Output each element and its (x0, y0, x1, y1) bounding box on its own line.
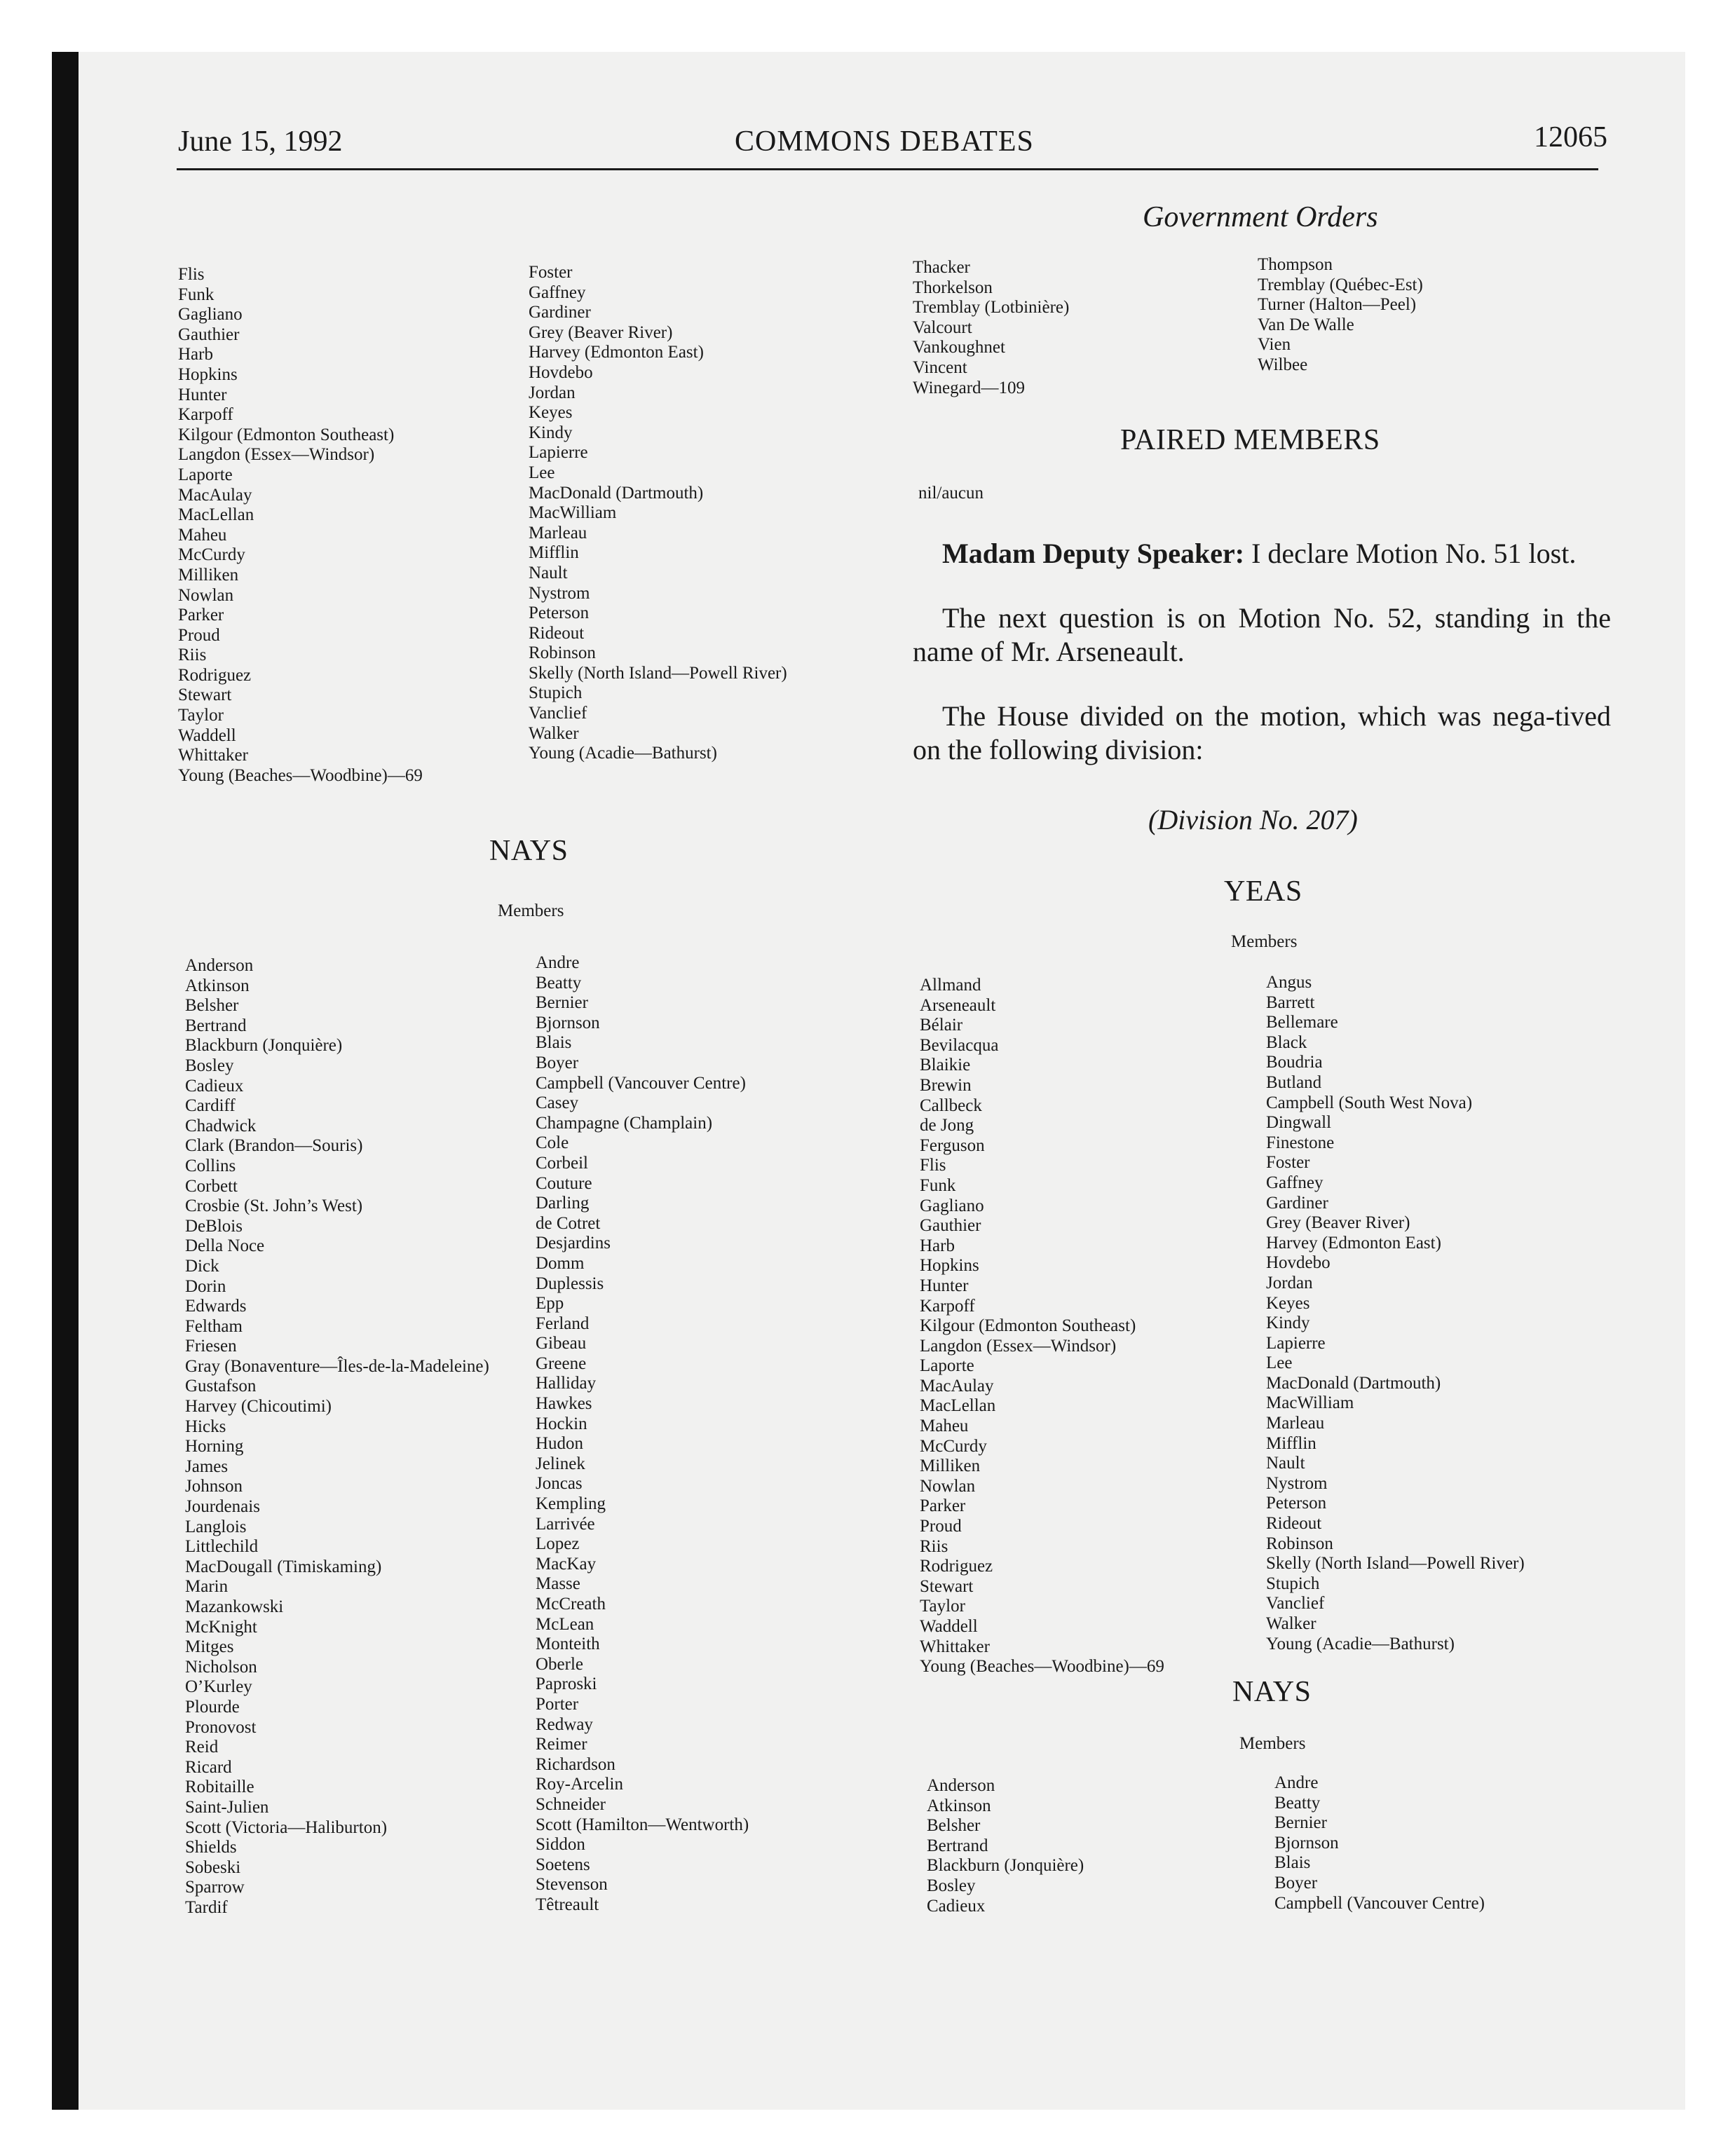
member-name: Flis (920, 1156, 946, 1175)
member-name: MacDonald (Dartmouth) (1266, 1373, 1441, 1393)
member-name: Marleau (529, 523, 587, 543)
member-name: Peterson (1266, 1494, 1327, 1513)
member-name: McLean (536, 1614, 594, 1634)
member-name: Brewin (920, 1075, 972, 1095)
member-name: Stupich (1266, 1574, 1320, 1593)
binding-edge (52, 52, 79, 2110)
member-name: Clark (Brandon—Souris) (185, 1136, 363, 1156)
deputy-speaker-statement (913, 537, 1611, 571)
member-name: Collins (185, 1156, 236, 1175)
member-name: Laporte (178, 465, 233, 484)
member-name: Rideout (1266, 1514, 1322, 1534)
member-name: Riis (920, 1536, 948, 1556)
member-name: Stewart (920, 1576, 974, 1596)
right-nays-members-subheading: Members (1239, 1734, 1306, 1753)
member-name: Oberle (536, 1654, 584, 1674)
right-nays-heading: NAYS (1232, 1676, 1312, 1708)
member-name: Hovdebo (529, 362, 593, 382)
member-name: Taylor (920, 1597, 965, 1616)
member-name: Anderson (185, 956, 254, 975)
member-name: Siddon (536, 1835, 585, 1855)
member-name: Waddell (178, 725, 236, 745)
member-name: Whittaker (178, 746, 248, 765)
member-name: Butland (1266, 1072, 1322, 1092)
member-name: Funk (920, 1175, 956, 1195)
member-name: Belsher (185, 996, 239, 1016)
member-name: Skelly (North Island—Powell River) (1266, 1554, 1525, 1574)
member-name: Keyes (1266, 1293, 1310, 1313)
member-name: Allmand (920, 976, 981, 995)
member-name: Shields (185, 1838, 237, 1857)
left-nays-heading: NAYS (489, 835, 569, 867)
member-name: Atkinson (927, 1796, 991, 1815)
member-name: MacAulay (920, 1376, 994, 1396)
member-name: Gardiner (529, 303, 591, 322)
member-name: Mifflin (529, 543, 579, 563)
member-name: Cole (536, 1133, 569, 1153)
member-name: MacLellan (920, 1396, 996, 1416)
member-name: Arseneault (920, 995, 996, 1015)
member-name: Nystrom (529, 583, 590, 603)
member-name: Gagliano (920, 1196, 984, 1215)
member-name: Barrett (1266, 992, 1315, 1012)
member-name: MacAulay (178, 485, 252, 505)
member-name: Ferguson (920, 1135, 985, 1155)
member-name: MacDonald (Dartmouth) (529, 483, 704, 503)
member-name: Black (1266, 1032, 1307, 1052)
member-name: Young (Beaches—Woodbine)—69 (178, 765, 423, 785)
member-name: Blais (536, 1033, 572, 1053)
member-name: Blackburn (Jonquière) (185, 1036, 343, 1056)
left-yeas-continued-column-2 (529, 263, 787, 764)
member-name: O’Kurley (185, 1677, 252, 1697)
member-name: Jordan (1266, 1273, 1313, 1292)
member-name: Darling (536, 1194, 590, 1213)
member-name: Harb (178, 345, 213, 364)
member-name: Hunter (178, 385, 227, 404)
member-name: Angus (1266, 973, 1312, 992)
speaker-statement-text: I declare Motion No. 51 lost. (1244, 538, 1577, 569)
member-name: Atkinson (185, 976, 250, 995)
left-nays-column-1 (185, 956, 489, 1918)
member-name: Blackburn (Jonquière) (927, 1856, 1084, 1876)
member-name: Joncas (536, 1474, 583, 1494)
member-name: Jourdenais (185, 1497, 260, 1517)
member-name: Masse (536, 1574, 580, 1594)
member-name: Walker (1266, 1614, 1316, 1633)
member-name: Kindy (529, 423, 573, 442)
member-name: Gagliano (178, 305, 243, 325)
left-nays-column-2 (536, 953, 749, 1916)
member-name: Têtreault (536, 1895, 599, 1914)
member-name: Proud (920, 1517, 962, 1536)
member-name: Duplessis (536, 1274, 604, 1293)
member-name: McKnight (185, 1617, 257, 1637)
speaker-label: Madam Deputy Speaker: (942, 538, 1245, 569)
member-name: Peterson (529, 603, 590, 623)
member-name: Halliday (536, 1374, 597, 1393)
member-name: Tremblay (Lotbinière) (913, 298, 1070, 318)
next-question-paragraph: The next question is on Motion No. 52, standing in the name of Mr. Arseneault. (913, 602, 1611, 667)
member-name: Mazankowski (185, 1597, 284, 1616)
section-label: Government Orders (1143, 201, 1378, 233)
member-name: Soetens (536, 1855, 590, 1874)
member-name: Hopkins (920, 1256, 979, 1276)
member-name: Hockin (536, 1414, 587, 1433)
member-name: Dick (185, 1256, 219, 1276)
member-name: Ferland (536, 1314, 590, 1333)
member-name: Epp (536, 1294, 564, 1314)
member-name: Flis (178, 265, 205, 284)
member-name: Bevilacqua (920, 1035, 999, 1055)
member-name: Cadieux (185, 1076, 244, 1096)
member-name: Thompson (1258, 255, 1333, 274)
member-name: Roy-Arcelin (536, 1775, 623, 1794)
member-name: Sobeski (185, 1857, 241, 1877)
member-name: Keyes (529, 403, 573, 423)
member-name: Vien (1258, 335, 1291, 355)
member-name: de Cotret (536, 1213, 601, 1233)
member-name: Langlois (185, 1517, 247, 1536)
member-name: Milliken (920, 1456, 981, 1476)
member-name: Young (Acadie—Bathurst) (529, 744, 717, 763)
member-name: Grey (Beaver River) (529, 322, 673, 342)
member-name: Maheu (178, 525, 227, 545)
member-name: Bjornson (1274, 1833, 1339, 1853)
member-name: Monteith (536, 1635, 600, 1654)
member-name: Proud (178, 625, 220, 645)
member-name: Young (Acadie—Bathurst) (1266, 1634, 1455, 1653)
member-name: James (185, 1456, 229, 1476)
member-name: Jelinek (536, 1454, 585, 1473)
member-name: Pronovost (185, 1717, 257, 1737)
header-page-number: 12065 (1534, 121, 1607, 153)
member-name: Stewart (178, 685, 232, 705)
paired-members-value: nil/aucun (918, 484, 984, 503)
member-name: Hudon (536, 1434, 584, 1454)
member-name: Valcourt (913, 318, 972, 337)
member-name: DeBlois (185, 1216, 243, 1236)
member-name: Dingwall (1266, 1113, 1332, 1133)
member-name: Gardiner (1266, 1193, 1328, 1213)
member-name: Corbett (185, 1176, 238, 1196)
member-name: Greene (536, 1353, 587, 1373)
member-name: Nault (1266, 1454, 1305, 1473)
member-name: Blaikie (920, 1056, 971, 1075)
member-name: Corbeil (536, 1153, 588, 1173)
right-yeas-column-2 (1266, 973, 1525, 1654)
member-name: Chadwick (185, 1116, 257, 1135)
member-name: Hunter (920, 1276, 969, 1295)
member-name: Vincent (913, 357, 967, 377)
member-name: MacWilliam (529, 503, 617, 523)
member-name: Finestone (1266, 1133, 1335, 1152)
member-name: Bélair (920, 1016, 963, 1035)
member-name: Porter (536, 1694, 579, 1714)
member-name: Waddell (920, 1617, 978, 1636)
member-name: Mitges (185, 1637, 234, 1657)
member-name: Beatty (536, 973, 582, 992)
header-rule (177, 168, 1598, 170)
member-name: Bertrand (927, 1836, 988, 1855)
header-date: June 15, 1992 (178, 125, 343, 158)
paired-members-heading: PAIRED MEMBERS (1120, 424, 1380, 456)
member-name: Gibeau (536, 1334, 587, 1353)
member-name: Bellemare (1266, 1013, 1338, 1032)
member-name: Kilgour (Edmonton Southeast) (920, 1316, 1136, 1336)
member-name: Kindy (1266, 1314, 1310, 1333)
member-name: Parker (920, 1496, 966, 1516)
member-name: Winegard—109 (913, 378, 1026, 397)
member-name: Bosley (927, 1876, 976, 1895)
member-name: Thacker (913, 258, 970, 277)
member-name: MacKay (536, 1554, 597, 1574)
member-name: Campbell (Vancouver Centre) (536, 1073, 746, 1093)
member-name: Nicholson (185, 1657, 257, 1677)
member-name: Sparrow (185, 1878, 245, 1897)
member-name: Foster (529, 263, 573, 282)
member-name: Nault (529, 563, 568, 582)
member-name: Richardson (536, 1754, 615, 1774)
member-name: Harvey (Chicoutimi) (185, 1397, 332, 1417)
member-name: Gustafson (185, 1377, 257, 1396)
member-name: Kilgour (Edmonton Southeast) (178, 425, 395, 444)
member-name: Grey (Beaver River) (1266, 1213, 1410, 1233)
member-name: Marin (185, 1577, 229, 1597)
member-name: Boyer (536, 1053, 579, 1072)
member-name: Harvey (Edmonton East) (1266, 1233, 1441, 1253)
member-name: Della Noce (185, 1236, 265, 1256)
left-yeas-continued-column-1 (178, 265, 423, 786)
member-name: Riis (178, 646, 207, 665)
member-name: Wilbee (1258, 355, 1308, 374)
member-name: Walker (529, 723, 579, 743)
member-name: Bertrand (185, 1016, 247, 1035)
member-name: Lopez (536, 1534, 580, 1554)
member-name: Larrivée (536, 1514, 595, 1534)
member-name: Vanclief (1266, 1594, 1325, 1613)
member-name: Robinson (1266, 1534, 1333, 1553)
member-name: Scott (Victoria—Haliburton) (185, 1817, 388, 1837)
member-name: Plourde (185, 1697, 240, 1717)
member-name: Cadieux (927, 1896, 986, 1916)
right-yeas-members-subheading: Members (1231, 932, 1298, 951)
member-name: Langdon (Essex—Windsor) (178, 445, 375, 465)
division-number: (Division No. 207) (1148, 804, 1358, 835)
member-name: Hicks (185, 1417, 226, 1436)
member-name: Schneider (536, 1794, 606, 1814)
member-name: Hovdebo (1266, 1253, 1331, 1273)
member-name: Taylor (178, 706, 224, 725)
member-name: Lapierre (1266, 1333, 1326, 1353)
member-name: MacWilliam (1266, 1393, 1354, 1413)
member-name: Dorin (185, 1276, 226, 1296)
member-name: Robinson (529, 643, 596, 663)
member-name: Lapierre (529, 443, 588, 463)
member-name: Blais (1274, 1853, 1311, 1873)
member-name: Hopkins (178, 364, 238, 384)
member-name: Couture (536, 1173, 592, 1193)
member-name: Gaffney (529, 282, 586, 302)
right-nays-continued-column-2 (1258, 255, 1423, 376)
member-name: Johnson (185, 1477, 243, 1496)
member-name: Jordan (529, 383, 576, 402)
member-name: Maheu (920, 1417, 969, 1436)
member-name: Gray (Bonaventure—Îles-de-la-Madeleine) (185, 1356, 489, 1376)
member-name: Gaffney (1266, 1173, 1324, 1192)
member-name: Littlechild (185, 1537, 259, 1557)
member-name: Andre (536, 953, 580, 972)
member-name: Milliken (178, 565, 239, 585)
member-name: Bernier (1274, 1813, 1327, 1833)
member-name: Kempling (536, 1494, 606, 1514)
member-name: Gauthier (178, 325, 240, 344)
member-name: Turner (Halton—Peel) (1258, 295, 1417, 315)
member-name: Domm (536, 1253, 585, 1273)
right-yeas-column-1 (920, 976, 1164, 1677)
member-name: Marleau (1266, 1414, 1325, 1433)
member-name: Casey (536, 1093, 579, 1113)
member-name: Desjardins (536, 1234, 611, 1253)
member-name: Langdon (Essex—Windsor) (920, 1336, 1117, 1356)
header-title: COMMONS DEBATES (735, 125, 1034, 158)
member-name: Stupich (529, 683, 583, 703)
member-name: Rideout (529, 623, 585, 643)
member-name: Cardiff (185, 1096, 236, 1116)
member-name: Thorkelson (913, 278, 993, 297)
member-name: Karpoff (920, 1296, 975, 1316)
member-name: Van De Walle (1258, 315, 1354, 334)
member-name: McCurdy (920, 1436, 987, 1456)
member-name: Scott (Hamilton—Wentworth) (536, 1815, 749, 1834)
member-name: Callbeck (920, 1096, 982, 1115)
member-name: Rodriguez (178, 665, 252, 685)
member-name: Redway (536, 1714, 593, 1734)
right-nays-continued-column-1 (913, 258, 1069, 398)
member-name: Saint-Julien (185, 1797, 269, 1817)
member-name: Reid (185, 1738, 219, 1757)
member-name: Karpoff (178, 405, 233, 425)
member-name: Edwards (185, 1297, 247, 1316)
member-name: Gauthier (920, 1216, 981, 1236)
member-name: Anderson (927, 1776, 995, 1795)
member-name: MacLellan (178, 505, 254, 525)
member-name: Paproski (536, 1674, 597, 1694)
member-name: Lee (529, 463, 555, 482)
member-name: Whittaker (920, 1637, 990, 1656)
member-name: Vankoughnet (913, 338, 1005, 357)
member-name: Friesen (185, 1337, 237, 1356)
member-name: Bjornson (536, 1013, 600, 1032)
member-name: Andre (1274, 1773, 1319, 1792)
member-name: Nowlan (920, 1476, 976, 1496)
member-name: Bernier (536, 993, 588, 1013)
right-nays-column-2 (1274, 1773, 1485, 1913)
member-name: Mifflin (1266, 1433, 1316, 1453)
member-name: McCurdy (178, 545, 245, 565)
member-name: Tremblay (Québec-Est) (1258, 275, 1423, 294)
member-name: Belsher (927, 1816, 981, 1836)
member-name: MacDougall (Timiskaming) (185, 1557, 382, 1576)
right-nays-column-1 (927, 1776, 1084, 1916)
member-name: Crosbie (St. John’s West) (185, 1196, 363, 1216)
member-name: de Jong (920, 1116, 974, 1135)
member-name: Boudria (1266, 1053, 1323, 1072)
member-name: Skelly (North Island—Powell River) (529, 663, 787, 683)
member-name: Feltham (185, 1316, 243, 1336)
member-name: Robitaille (185, 1778, 254, 1797)
member-name: McCreath (536, 1595, 606, 1613)
member-name: Rodriguez (920, 1557, 993, 1576)
member-name: Horning (185, 1437, 244, 1456)
member-name: Ricard (185, 1757, 232, 1777)
member-name: Champagne (Champlain) (536, 1113, 713, 1133)
member-name: Harb (920, 1236, 955, 1255)
member-name: Reimer (536, 1735, 587, 1754)
member-name: Campbell (South West Nova) (1266, 1093, 1473, 1112)
right-yeas-heading: YEAS (1224, 875, 1302, 908)
member-name: Parker (178, 606, 224, 625)
member-name: Foster (1266, 1153, 1310, 1173)
member-name: Tardif (185, 1897, 228, 1917)
member-name: Campbell (Vancouver Centre) (1274, 1893, 1485, 1913)
member-name: Lee (1266, 1353, 1293, 1373)
member-name: Stevenson (536, 1875, 608, 1895)
member-name: Vanclief (529, 704, 587, 723)
member-name: Harvey (Edmonton East) (529, 343, 704, 362)
left-nays-members-subheading: Members (498, 901, 564, 920)
member-name: Nowlan (178, 585, 234, 605)
house-divided-paragraph: The House divided on the motion, which was nega-tived on the following division: (913, 700, 1611, 765)
member-name: Young (Beaches—Woodbine)—69 (920, 1657, 1164, 1677)
member-name: Bosley (185, 1056, 234, 1075)
member-name: Hawkes (536, 1394, 592, 1414)
member-name: Boyer (1274, 1873, 1318, 1892)
member-name: Beatty (1274, 1793, 1321, 1813)
member-name: Funk (178, 285, 215, 304)
member-name: Nystrom (1266, 1473, 1328, 1493)
member-name: Laporte (920, 1356, 974, 1376)
